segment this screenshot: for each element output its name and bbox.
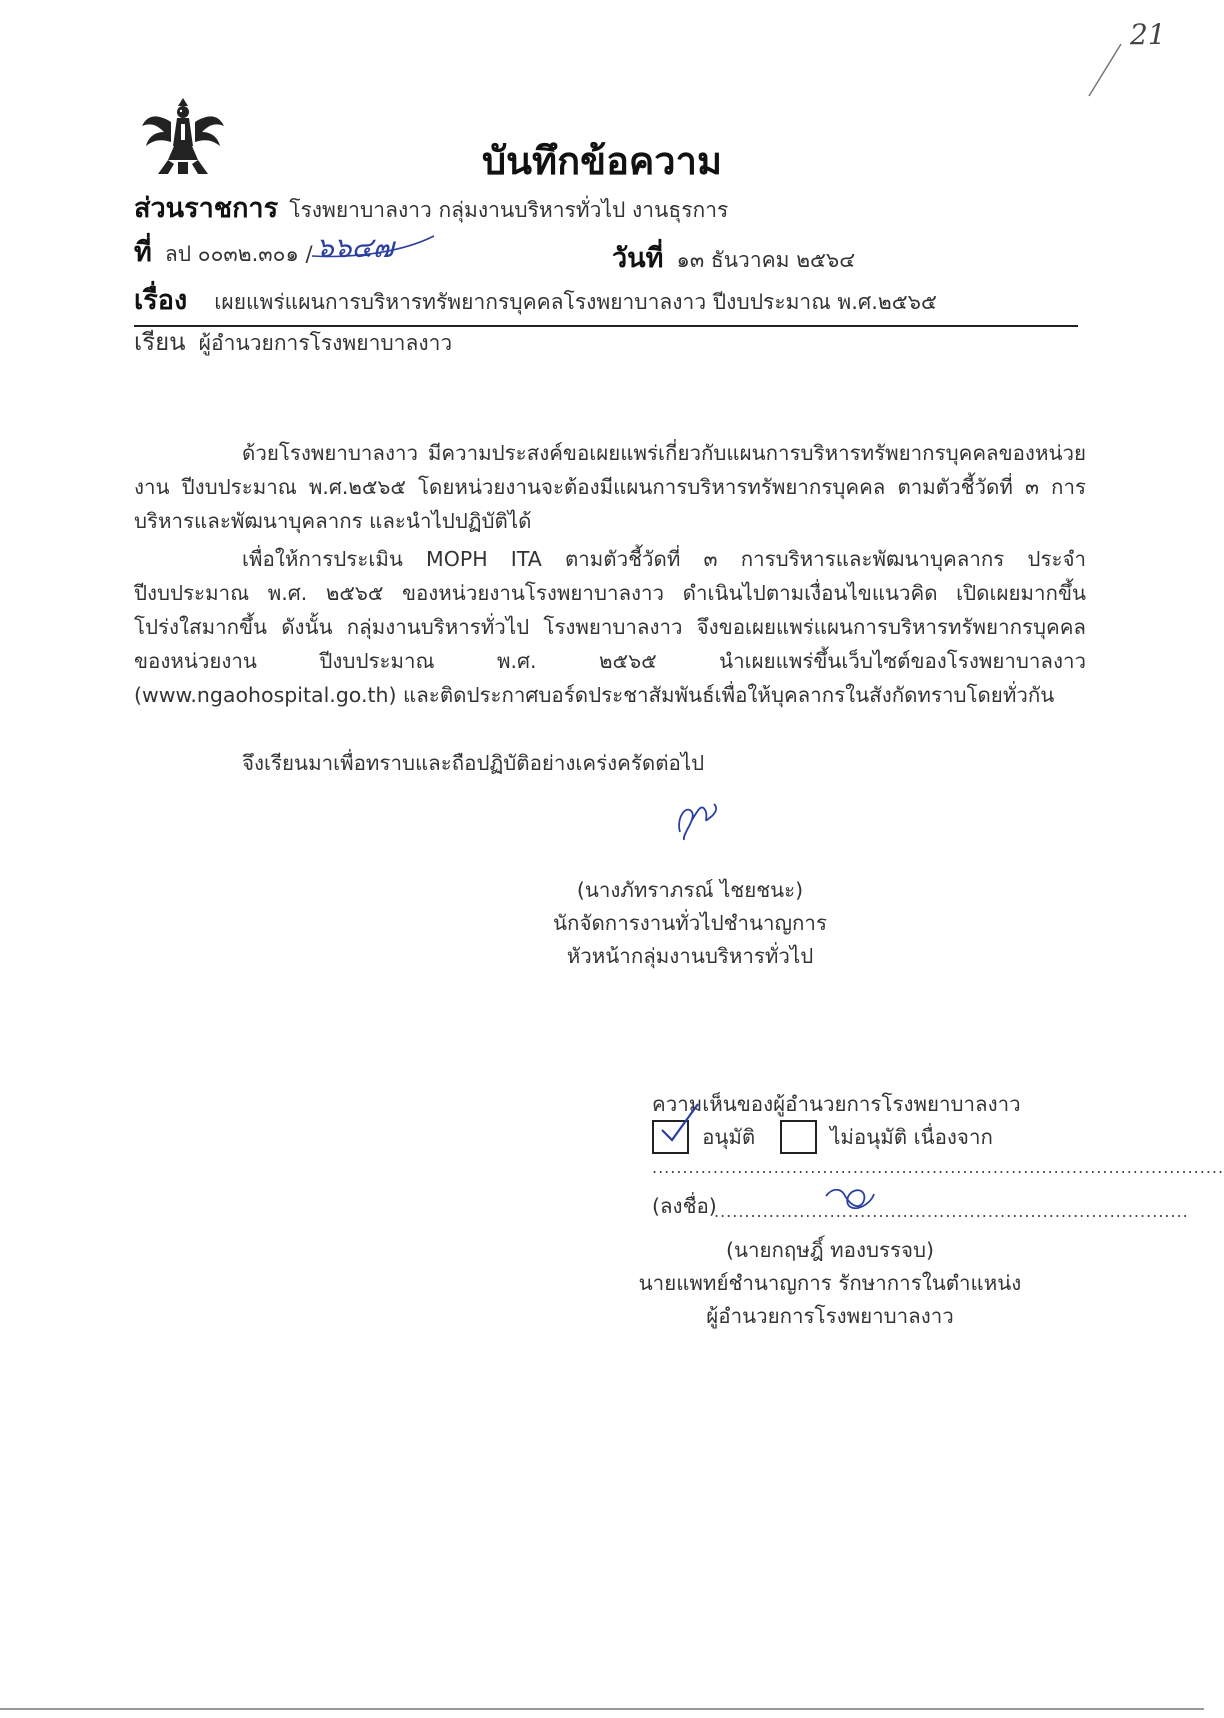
to-label: เรียน [134, 328, 186, 356]
director-block [620, 1234, 1040, 1333]
signer-name: (นางภัทราภรณ์ ไชยชนะ) [576, 878, 804, 902]
scan-bottom-edge [0, 1708, 1204, 1710]
agency-value: โรงพยาบาลงาว กลุ่มงานบริหารทั่วไป งานธุรการ [289, 198, 729, 222]
to-row [134, 322, 452, 361]
signer-role: หัวหน้ากลุ่มงานบริหารทั่วไป [566, 944, 814, 968]
body-paragraph-2: เพื่อให้การประเมิน MOPH ITA ตามตัวชี้วัดที่ ๓ การบริหารและพัฒนาบุคลากร ประจำปีงบประมาณ พ.ศ. ๒๕๖๕ ของหน่วยงานโรงพยาบาลงาว ดำเนินไปตามเงื่อนไขแนวคิด เปิดเผยมากขึ้น โปร่งใสมากขึ้น ดังนั้น กลุ่มงานบริหารทั่วไป โรงพยาบาลงาว จึงขอเผยแพร่แผนการบริหารทรัพยากรบุคคลของหน่วยงาน ปีงบประมาณ พ.ศ. ๒๕๖๕ นำเผยแพร่ขึ้นเว็บไซต์ของโรงพยาบาลงาว (www.ngaohospital.go.th) และติดประกาศบอร์ดประชาสัมพันธ์เพื่อให้บุคลากรในสังกัดทราบโดยทั่วกัน [134, 547, 1086, 707]
approve-label: อนุมัติ [702, 1124, 756, 1149]
director-name: (นายกฤษฎิ์ ทองบรรจบ) [725, 1238, 935, 1262]
ref-handwritten-number: ๖๖๔๗ [316, 231, 394, 264]
closing-line: จึงเรียนมาเพื่อทราบและถือปฏิบัติอย่างเคร่งครัดต่อไป [242, 751, 705, 775]
agency-label: ส่วนราชการ [134, 193, 279, 224]
date-label: วันที่ [612, 243, 664, 274]
reject-label: ไม่อนุมัติ เนื่องจาก [830, 1124, 993, 1149]
sign-label: (ลงชื่อ) [652, 1194, 717, 1218]
sign-dotted-line: .............................................................................. [714, 1202, 1189, 1221]
ref-label: ที่ [134, 237, 152, 268]
director-sign-row [652, 1190, 717, 1223]
approve-checkmark-icon [656, 1100, 702, 1146]
director-signature [822, 1180, 878, 1216]
signer-position: นักจัดการงานทั่วไปชำนาญการ [553, 911, 827, 935]
director-role: ผู้อำนวยการโรงพยาบาลงาว [706, 1304, 954, 1328]
signer-block [500, 874, 880, 973]
to-value: ผู้อำนวยการโรงพยาบาลงาว [198, 331, 453, 355]
reject-option [780, 1120, 993, 1154]
page-number: 21 [1130, 18, 1166, 51]
subject-label: เรื่อง [134, 285, 188, 316]
memo-title: บันทึกข้อความ [481, 139, 723, 183]
director-position: นายแพทย์ชำนาญการ รักษาการในตำแหน่ง [638, 1271, 1022, 1295]
ref-value: ลป ๐๐๓๒.๓๐๑ / [164, 242, 313, 266]
subject-value: เผยแพร่แผนการบริหารทรัพยากรบุคคลโรงพยาบาลงาว ปีงบประมาณ พ.ศ.๒๕๖๕ [214, 290, 937, 314]
signer-signature [672, 790, 722, 844]
body-paragraph-1: ด้วยโรงพยาบาลงาว มีความประสงค์ขอเผยแพร่เกี่ยวกับแผนการบริหารทรัพยากรบุคคลของหน่วยงาน ปีงบประมาณ พ.ศ.๒๕๖๕ โดยหน่วยงานจะต้องมีแผนการบริหารทรัพยากรบุคคล ตามตัวชี้วัดที่ ๓ การบริหารและพัฒนาบุคลากร และนำไปปฏิบัติได้ [134, 441, 1086, 533]
agency-row [134, 186, 728, 229]
date-value: ๑๓ ธันวาคม ๒๕๖๔ [676, 248, 856, 272]
reason-dotted-line: .............................................................................................. [652, 1158, 1224, 1177]
subject-row [134, 278, 937, 321]
date-row [612, 236, 855, 279]
corner-slash-mark [1085, 40, 1125, 100]
reject-checkbox[interactable] [780, 1120, 817, 1154]
ref-row [134, 230, 313, 273]
ref-handwriting-underline [308, 232, 438, 260]
director-opinion-heading: ความเห็นของผู้อำนวยการโรงพยาบาลงาว [652, 1092, 1021, 1116]
